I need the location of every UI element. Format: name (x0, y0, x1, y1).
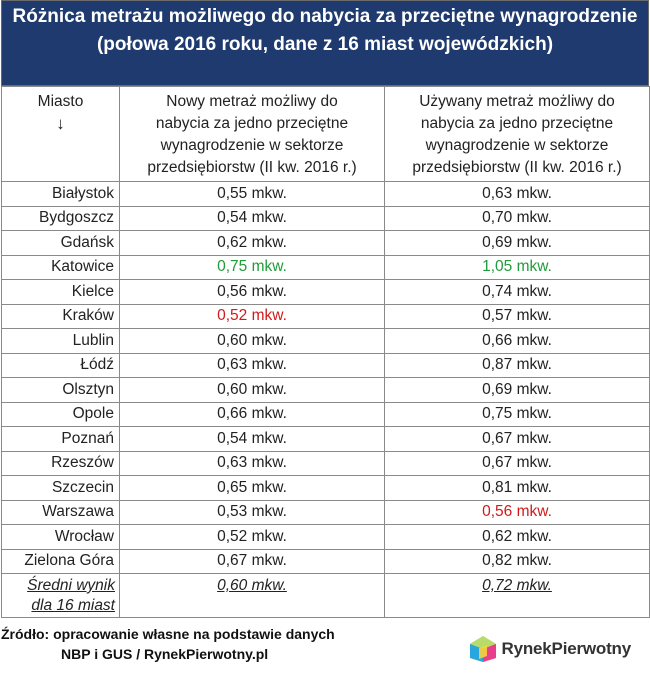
table-row (2, 182, 650, 207)
used-cell: 0,87 mkw. (385, 353, 650, 378)
logo-mark-icon (468, 634, 498, 664)
used-cell: 0,67 mkw. (385, 427, 650, 452)
new-cell: 0,62 mkw. (120, 231, 385, 256)
brand-logo (468, 632, 631, 666)
average-label-line2: dla 16 miast (31, 597, 115, 614)
used-cell: 0,62 mkw. (385, 525, 650, 550)
average-row (2, 574, 650, 618)
city-cell: Szczecin (2, 476, 120, 501)
used-cell: 0,74 mkw. (385, 280, 650, 305)
table-row (2, 304, 650, 329)
new-cell: 0,54 mkw. (120, 427, 385, 452)
city-cell: Warszawa (2, 500, 120, 525)
table-row (2, 500, 650, 525)
city-cell: Wrocław (2, 525, 120, 550)
new-cell: 0,66 mkw. (120, 402, 385, 427)
used-cell-min: 0,56 mkw. (385, 500, 650, 525)
header-new: Nowy metraż możliwy do nabycia za jedno przeciętne wynagrodzenie w sektorze przedsiębiorstw (II kw. 2016 r.) (120, 87, 385, 182)
infographic (1, 0, 649, 678)
table-row (2, 451, 650, 476)
source-note (1, 624, 335, 664)
footer (1, 618, 649, 678)
table-row (2, 525, 650, 550)
header-used: Używany metraż możliwy do nabycia za jedno przeciętne wynagrodzenie w sektorze przedsiębiorstw (II kw. 2016 r.) (385, 87, 650, 182)
source-line-2: NBP i GUS / RynekPierwotny.pl (61, 646, 269, 662)
city-cell: Olsztyn (2, 378, 120, 403)
new-cell: 0,56 mkw. (120, 280, 385, 305)
table-row (2, 255, 650, 280)
city-cell: Zielona Góra (2, 549, 120, 574)
table-row (2, 353, 650, 378)
used-cell: 0,63 mkw. (385, 182, 650, 207)
new-cell: 0,60 mkw. (120, 378, 385, 403)
used-cell: 0,66 mkw. (385, 329, 650, 354)
used-cell: 0,69 mkw. (385, 378, 650, 403)
table-row (2, 206, 650, 231)
new-cell: 0,63 mkw. (120, 353, 385, 378)
data-table (1, 86, 650, 618)
used-cell: 0,75 mkw. (385, 402, 650, 427)
new-cell: 0,55 mkw. (120, 182, 385, 207)
city-cell: Kraków (2, 304, 120, 329)
table-row (2, 402, 650, 427)
used-cell: 0,70 mkw. (385, 206, 650, 231)
new-cell: 0,65 mkw. (120, 476, 385, 501)
new-cell: 0,67 mkw. (120, 549, 385, 574)
used-cell: 0,69 mkw. (385, 231, 650, 256)
table-row (2, 329, 650, 354)
average-new (120, 574, 385, 618)
new-cell: 0,52 mkw. (120, 525, 385, 550)
table-row (2, 549, 650, 574)
city-cell: Gdańsk (2, 231, 120, 256)
average-label (2, 574, 120, 618)
city-cell: Lublin (2, 329, 120, 354)
logo-text: RynekPierwotny (501, 639, 631, 658)
table-title: Różnica metrażu możliwego do nabycia za przeciętne wynagrodzenie (połowa 2016 roku, dane z 16 miast wojewódzkich) (1, 0, 649, 86)
city-cell: Bydgoszcz (2, 206, 120, 231)
used-cell: 0,82 mkw. (385, 549, 650, 574)
average-label-line1: Średni wynik (27, 577, 115, 594)
new-cell: 0,63 mkw. (120, 451, 385, 476)
average-used (385, 574, 650, 618)
table-row (2, 476, 650, 501)
average-new-value: 0,60 mkw. (217, 577, 287, 594)
new-cell-min: 0,52 mkw. (120, 304, 385, 329)
city-cell: Białystok (2, 182, 120, 207)
table-row (2, 280, 650, 305)
city-cell: Poznań (2, 427, 120, 452)
used-cell: 0,67 mkw. (385, 451, 650, 476)
down-arrow-icon: ↓ (56, 114, 65, 133)
table-row (2, 231, 650, 256)
used-cell: 0,57 mkw. (385, 304, 650, 329)
new-cell: 0,54 mkw. (120, 206, 385, 231)
new-cell: 0,53 mkw. (120, 500, 385, 525)
new-cell-max: 0,75 mkw. (120, 255, 385, 280)
used-cell-max: 1,05 mkw. (385, 255, 650, 280)
city-cell: Katowice (2, 255, 120, 280)
new-cell: 0,60 mkw. (120, 329, 385, 354)
header-city-label: Miasto (37, 93, 84, 110)
source-line-1: Źródło: opracowanie własne na podstawie danych (1, 626, 335, 642)
city-cell: Opole (2, 402, 120, 427)
city-cell: Rzeszów (2, 451, 120, 476)
table-row (2, 427, 650, 452)
header-city (2, 87, 120, 182)
city-cell: Kielce (2, 280, 120, 305)
average-used-value: 0,72 mkw. (482, 577, 552, 594)
table-row (2, 378, 650, 403)
city-cell: Łódź (2, 353, 120, 378)
used-cell: 0,81 mkw. (385, 476, 650, 501)
header-row (2, 87, 650, 182)
